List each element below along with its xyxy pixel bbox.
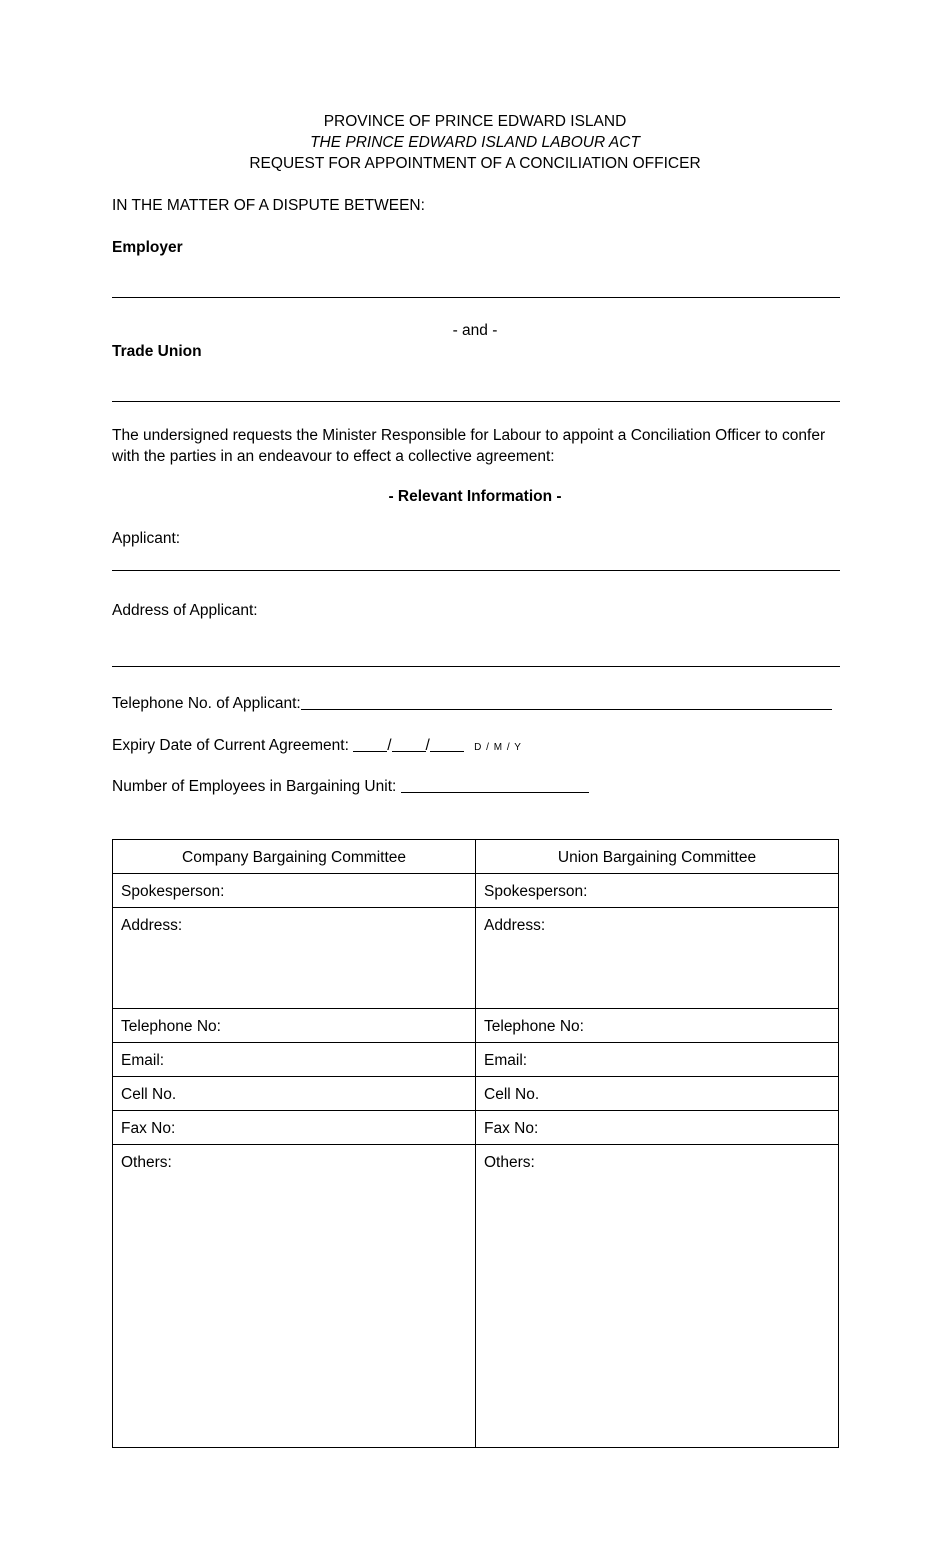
union-telephone-cell[interactable]: Telephone No:: [476, 1009, 839, 1043]
table-row: [113, 1009, 839, 1043]
and-separator: - and -: [452, 322, 498, 339]
table-row: [113, 874, 839, 908]
union-fax-cell[interactable]: Fax No:: [476, 1111, 839, 1145]
expiry-sep-1: /: [387, 737, 392, 754]
union-cell-cell[interactable]: Cell No.: [476, 1077, 839, 1111]
employees-label: Number of Employees in Bargaining Unit:: [112, 778, 397, 795]
company-cell-cell[interactable]: Cell No.: [113, 1077, 476, 1111]
trade-union-label: Trade Union: [112, 343, 202, 360]
address-line[interactable]: [112, 666, 840, 667]
header-act: THE PRINCE EDWARD ISLAND LABOUR ACT: [310, 134, 640, 151]
expiry-label: Expiry Date of Current Agreement:: [112, 737, 349, 754]
header-province: PROVINCE OF PRINCE EDWARD ISLAND: [323, 113, 627, 130]
telephone-label: Telephone No. of Applicant:: [112, 695, 301, 712]
request-paragraph: The undersigned requests the Minister Responsible for Labour to appoint a Conciliation Officer to confer with the parties in an endeavour to effect a collective agreement:: [112, 427, 826, 465]
table-row: [113, 908, 839, 1009]
expiry-year-line[interactable]: [430, 750, 464, 752]
company-address-cell[interactable]: Address:: [113, 908, 476, 1009]
header-request-title: REQUEST FOR APPOINTMENT OF A CONCILIATION OFFICER: [249, 155, 701, 172]
employees-line[interactable]: [401, 791, 589, 793]
table-row: [113, 1145, 839, 1448]
committee-table: [112, 839, 839, 1448]
expiry-format-hint: D / M / Y: [474, 742, 522, 753]
expiry-month-line[interactable]: [392, 750, 426, 752]
employer-label: Employer: [112, 239, 183, 256]
employees-row: [112, 778, 589, 796]
company-telephone-cell[interactable]: Telephone No:: [113, 1009, 476, 1043]
address-label: Address of Applicant:: [112, 602, 258, 619]
applicant-label: Applicant:: [112, 530, 181, 547]
union-email-cell[interactable]: Email:: [476, 1043, 839, 1077]
employer-line[interactable]: [112, 297, 840, 298]
union-spokesperson-cell[interactable]: Spokesperson:: [476, 874, 839, 908]
table-row: [113, 1111, 839, 1145]
union-others-cell[interactable]: Others:: [476, 1145, 839, 1448]
trade-union-line[interactable]: [112, 401, 840, 402]
telephone-row: [112, 695, 832, 713]
expiry-day-line[interactable]: [353, 750, 387, 752]
table-row: [113, 1077, 839, 1111]
matter-heading: IN THE MATTER OF A DISPUTE BETWEEN:: [112, 197, 425, 214]
applicant-line[interactable]: [112, 570, 840, 571]
company-email-cell[interactable]: Email:: [113, 1043, 476, 1077]
expiry-row: [112, 737, 522, 755]
company-others-cell[interactable]: Others:: [113, 1145, 476, 1448]
relevant-info-heading: - Relevant Information -: [388, 488, 562, 505]
company-spokesperson-cell[interactable]: Spokesperson:: [113, 874, 476, 908]
company-committee-header: Company Bargaining Committee: [113, 840, 476, 874]
company-fax-cell[interactable]: Fax No:: [113, 1111, 476, 1145]
expiry-sep-2: /: [425, 737, 430, 754]
table-row: [113, 1043, 839, 1077]
telephone-line[interactable]: [301, 708, 832, 710]
union-committee-header: Union Bargaining Committee: [476, 840, 839, 874]
union-address-cell[interactable]: Address:: [476, 908, 839, 1009]
table-header-row: [113, 840, 839, 874]
